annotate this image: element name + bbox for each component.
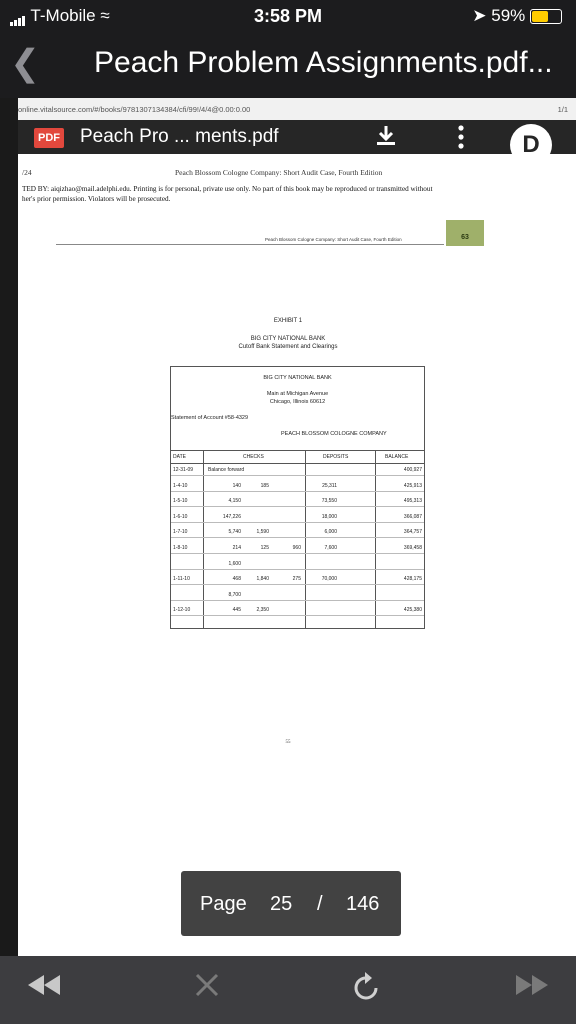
left-edge — [0, 98, 18, 956]
battery-icon — [530, 9, 562, 24]
table-cell-dep: 70,000 — [321, 576, 337, 583]
doc-title: Peach Blossom Cologne Company: Short Audit Case, Fourth Edition — [175, 168, 383, 177]
table-cell-dep: 73,550 — [321, 498, 337, 505]
forward-icon[interactable] — [512, 970, 552, 1008]
download-icon[interactable] — [374, 124, 398, 148]
table-cell-bal: 428,175 — [403, 576, 422, 583]
box-bank-name: BIG CITY NATIONAL BANK — [263, 375, 332, 381]
refresh-icon[interactable] — [352, 970, 382, 1010]
clock: 3:58 PM — [253, 6, 323, 26]
copyright-notice: TED BY: aiqizhao@mail.adelphi.edu. Printing is for personal, private use only. No part of this book may be reproduced or transmitted without her's prior permission. Violators will be prosecuted. — [22, 185, 433, 203]
col-header-deposits: DEPOSITS — [323, 454, 349, 460]
battery-status: ➤ 59% — [472, 6, 562, 26]
nav-bar — [0, 34, 576, 98]
table-cell-date: 1-6-10 — [173, 513, 188, 520]
current-page: 25 — [270, 893, 293, 915]
table-cell-dep: 7,600 — [324, 545, 337, 551]
table-cell-bal: 364,757 — [403, 529, 422, 536]
table-cell-bal: 425,380 — [403, 607, 422, 614]
status-bar — [0, 0, 576, 34]
table-cell-date: 1-5-10 — [173, 498, 188, 505]
table-cell-bal: 495,313 — [403, 498, 422, 505]
col-divider — [203, 450, 204, 628]
page-separator: / — [317, 893, 323, 915]
company-name: PEACH BLOSSOM COLOGNE COMPANY — [281, 431, 387, 437]
table-cell-bal: 366,087 — [403, 513, 422, 520]
pdf-toolbar — [18, 120, 576, 158]
document-title: Peach Problem Assignments.pdf... — [94, 46, 553, 79]
table-cell-bal: 400,927 — [403, 467, 422, 473]
address-line2: Chicago, Illinois 60612 — [269, 399, 326, 405]
close-icon[interactable] — [192, 970, 222, 1008]
table-row-rule — [171, 491, 424, 492]
footer-page-number: 55 — [285, 740, 291, 745]
address-line1: Main at Michigan Avenue — [266, 391, 329, 397]
carrier: T-Mobile ≈ — [10, 6, 110, 26]
table-cell-c2: 1,590 — [256, 529, 269, 536]
table-row-rule — [171, 600, 424, 601]
table-cell-date: 1-4-10 — [173, 482, 188, 489]
url-pages: 1/1 — [557, 105, 568, 114]
table-cell-c1: 214 — [232, 545, 241, 551]
url-bar — [18, 98, 576, 120]
table-cell-c1: 140 — [232, 482, 241, 489]
table-cell-c3: 275 — [292, 576, 301, 583]
table-cell-c2: 125 — [260, 545, 269, 551]
table-cell-c1: 147,226 — [222, 513, 241, 520]
wifi-icon: ≈ — [100, 6, 110, 25]
table-cell-date: 1-8-10 — [173, 545, 188, 551]
table-row-rule — [171, 506, 424, 507]
table-cell-date: 1-11-10 — [173, 576, 190, 583]
running-header: Peach Blossom Cologne Company: Short Audit Case, Fourth Edition — [265, 237, 402, 242]
table-cell-date: 1-12-10 — [173, 607, 191, 614]
table-cell-c2: 185 — [260, 482, 269, 489]
table-row-rule — [171, 584, 424, 585]
table-cell-dep: 18,000 — [321, 513, 337, 520]
url-text: online.vitalsource.com/#/books/9781307134384/cfi/99!/4/4@0.00:0.00 — [18, 105, 251, 114]
rewind-icon[interactable] — [24, 970, 64, 1008]
table-cell-c1: 8,700 — [228, 591, 241, 598]
table-cell-bal: 425,913 — [403, 482, 422, 489]
table-cell-c2: 1,840 — [256, 576, 269, 583]
header-rule — [56, 244, 444, 245]
table-cell-c1: 1,600 — [228, 560, 241, 567]
table-rule-top — [171, 450, 424, 451]
table-row-rule — [171, 522, 424, 523]
total-pages: 146 — [346, 893, 380, 915]
page-indicator — [181, 871, 401, 936]
table-cell-c3: 960 — [292, 545, 301, 551]
table-cell-dep: 6,000 — [324, 529, 337, 536]
doc-date: /24 — [22, 168, 32, 177]
col-divider — [305, 450, 306, 628]
location-icon: ➤ — [472, 6, 487, 25]
back-chevron-icon[interactable]: ❮ — [10, 42, 41, 83]
bank-statement-table — [170, 366, 425, 629]
table-row-rule — [171, 475, 424, 476]
exhibit-label: EXHIBIT 1 — [273, 318, 303, 324]
table-cell-dep: 25,311 — [322, 482, 337, 489]
table-cell-c1: 468 — [232, 576, 241, 583]
statement-subheading: Cutoff Bank Statement and Clearings — [238, 344, 338, 350]
col-header-date: DATE — [173, 454, 186, 460]
avatar[interactable]: D — [510, 124, 552, 166]
table-row-rule — [171, 553, 424, 554]
table-cell-bal: 369,458 — [403, 545, 422, 551]
account-number: Statement of Account #58-4329 — [171, 415, 249, 421]
table-cell-c1: 5,740 — [228, 529, 241, 536]
file-name: Peach Pro ... ments.pdf — [80, 126, 279, 147]
table-row-rule — [171, 569, 424, 570]
col-header-balance: BALANCE — [385, 454, 409, 460]
table-rule-header — [171, 463, 424, 464]
page-number: 63 — [446, 220, 484, 246]
more-icon[interactable] — [456, 124, 466, 152]
pdf-viewer[interactable] — [0, 98, 576, 956]
page-label: Page — [200, 893, 247, 915]
table-cell-date: 12-31-09 — [173, 467, 194, 473]
table-row-rule — [171, 615, 424, 616]
table-row-rule — [171, 537, 424, 538]
table-cell-c1: Balance forward — [208, 467, 245, 473]
table-cell-c1: 4,150 — [228, 498, 241, 505]
col-divider — [375, 450, 376, 628]
table-cell-date: 1-7-10 — [173, 529, 188, 536]
bottom-toolbar — [0, 956, 576, 1024]
table-cell-c1: 445 — [232, 607, 241, 614]
pdf-badge: PDF — [34, 128, 64, 148]
table-cell-c2: 2,350 — [256, 607, 269, 614]
col-header-checks: CHECKS — [243, 454, 264, 460]
bank-heading: BIG CITY NATIONAL BANK — [250, 336, 326, 342]
